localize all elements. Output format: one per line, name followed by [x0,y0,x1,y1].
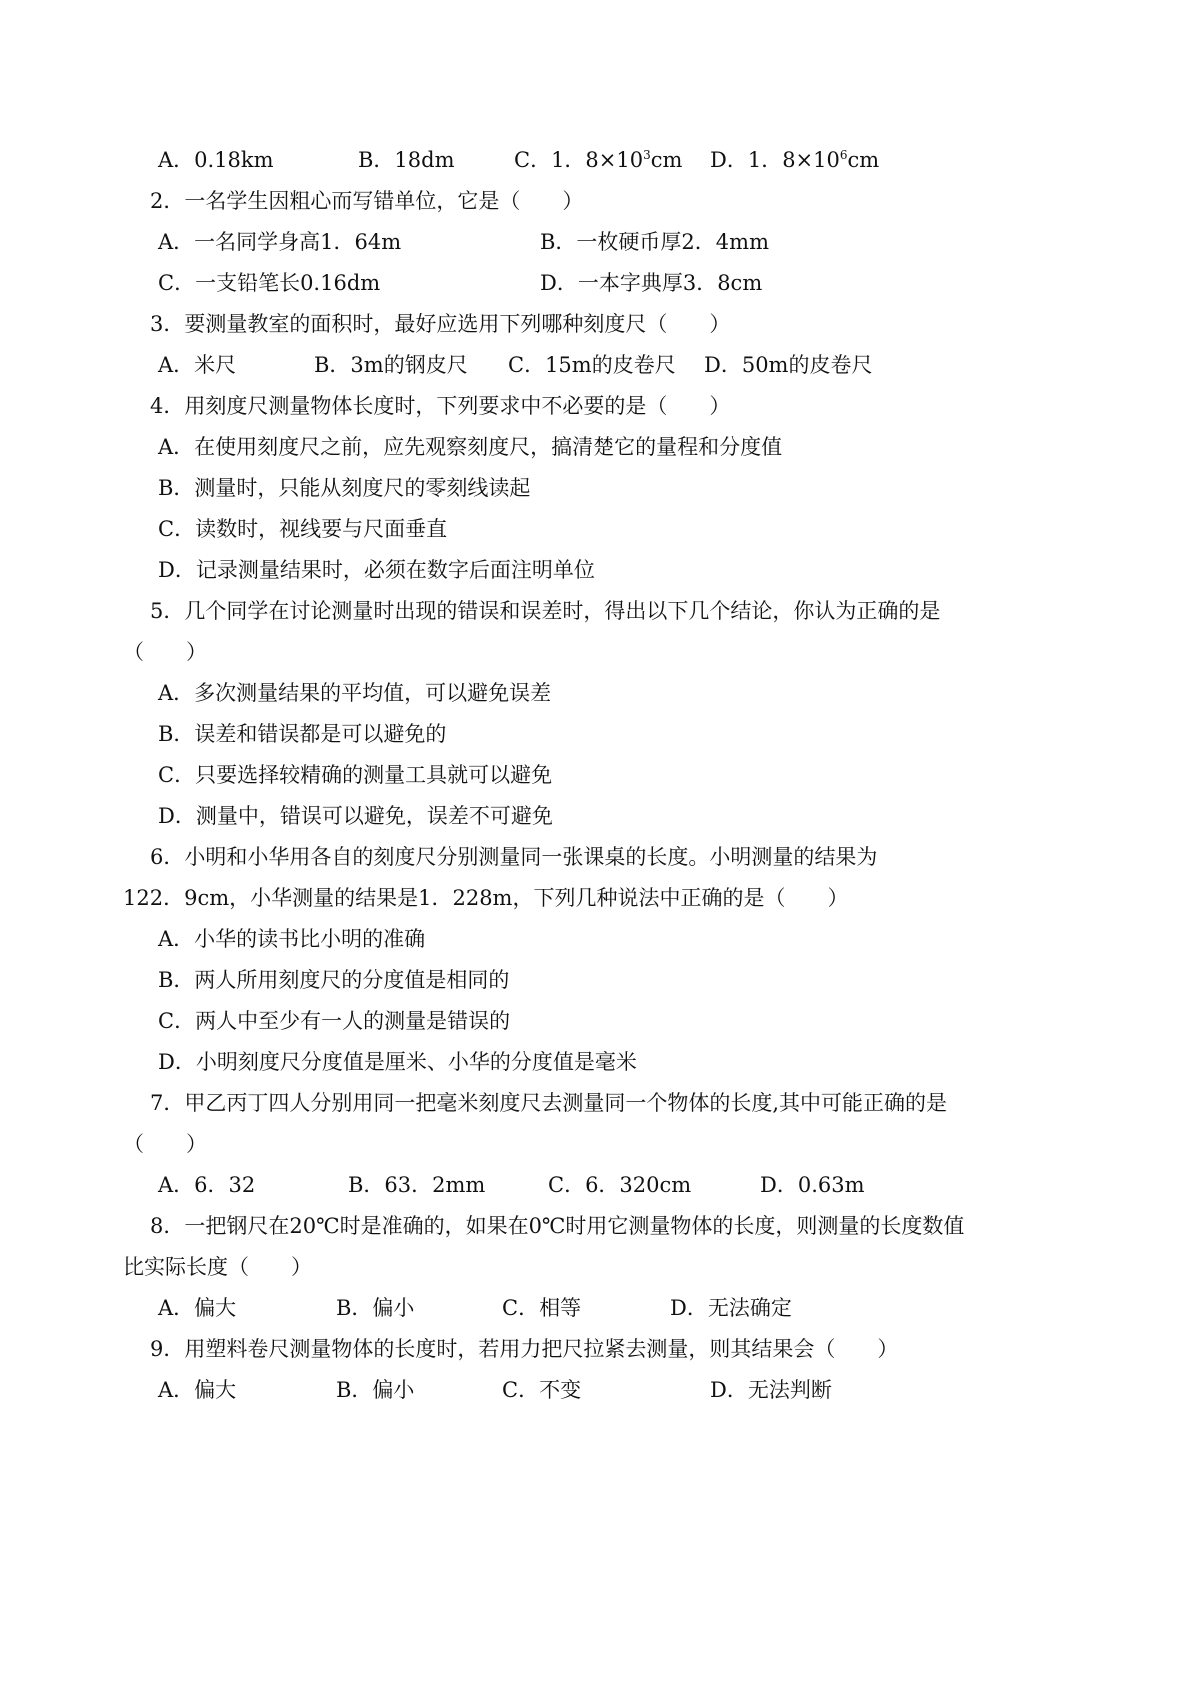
q6-option-c: C．两人中至少有一人的测量是错误的 [158,1009,511,1033]
q1-option-b: B．18dm [358,148,455,172]
q9-option-c: C．不变 [502,1378,582,1402]
q5-stem-line1: 5．几个同学在讨论测量时出现的错误和误差时，得出以下几个结论，你认为正确的是 [150,599,941,623]
q8-stem-line1: 8．一把钢尺在20℃时是准确的，如果在0℃时用它测量物体的长度，则测量的长度数值 [150,1214,965,1238]
q8-option-d: D．无法确定 [670,1296,792,1320]
q3-option-c: C．15m的皮卷尺 [508,353,676,377]
q7-option-b: B．63．2mm [348,1173,486,1197]
q1-option-d-base: D．1．8×10 [710,148,840,172]
q8-option-a: A．偏大 [158,1296,237,1320]
q3-option-a: A．米尺 [158,353,237,377]
q5-option-c: C．只要选择较精确的测量工具就可以避免 [158,763,553,787]
q1-option-d [710,145,879,175]
q1-option-a: A．0.18km [158,148,274,172]
q4-option-a: A．在使用刻度尺之前，应先观察刻度尺，搞清楚它的量程和分度值 [158,435,783,459]
q9-option-a: A．偏大 [158,1378,237,1402]
q5-option-d: D．测量中，错误可以避免，误差不可避免 [158,804,553,828]
q9-option-d: D．无法判断 [710,1378,832,1402]
q3-option-d: D．50m的皮卷尺 [704,353,873,377]
q6-stem-line1: 6．小明和小华用各自的刻度尺分别测量同一张课桌的长度。小明测量的结果为 [150,845,878,869]
q4-option-c: C．读数时，视线要与尺面垂直 [158,517,448,541]
q2-stem: 2．一名学生因粗心而写错单位，它是（ ） [150,189,584,213]
q6-stem-line2: 122．9cm，小华测量的结果是1．228m，下列几种说法中正确的是（ ） [123,886,849,910]
q1-option-c-exp: 3 [643,148,651,162]
q1-option-d-exp: 6 [839,148,848,162]
q6-option-d: D．小明刻度尺分度值是厘米、小华的分度值是毫米 [158,1050,637,1074]
q7-stem-line1: 7．甲乙丙丁四人分别用同一把毫米刻度尺去测量同一个物体的长度,其中可能正确的是 [150,1091,948,1115]
q4-option-d: D．记录测量结果时，必须在数字后面注明单位 [158,558,595,582]
q5-option-b: B．误差和错误都是可以避免的 [158,722,447,746]
q2-option-d: D．一本字典厚3．8cm [540,271,763,295]
q2-option-c: C．一支铅笔长0.16dm [158,271,381,295]
q2-option-a: A．一名同学身高1．64m [158,230,402,254]
q8-stem-line2: 比实际长度（ ） [123,1255,312,1279]
q9-option-b: B．偏小 [336,1378,415,1402]
q7-stem-line2: （ ） [123,1132,207,1156]
q4-stem: 4．用刻度尺测量物体长度时，下列要求中不必要的是（ ） [150,394,731,418]
q8-option-c: C．相等 [502,1296,582,1320]
q1-option-c-unit: cm [650,148,683,172]
q8-option-b: B．偏小 [336,1296,415,1320]
q7-option-a: A．6．32 [158,1173,256,1197]
q1-option-c-base: C．1．8×10 [514,148,644,172]
q6-option-a: A．小华的读书比小明的准确 [158,927,426,951]
q4-option-b: B．测量时，只能从刻度尺的零刻线读起 [158,476,531,500]
q6-option-b: B．两人所用刻度尺的分度值是相同的 [158,968,510,992]
q7-option-d: D．0.63m [760,1173,865,1197]
q1-option-d-unit: cm [847,148,880,172]
q5-option-a: A．多次测量结果的平均值，可以避免误差 [158,681,552,705]
q3-option-b: B．3m的钢皮尺 [314,353,468,377]
q2-option-b: B．一枚硬币厚2．4mm [540,230,769,254]
q7-option-c: C．6．320cm [548,1173,692,1197]
q1-option-c [514,145,682,175]
q9-stem: 9．用塑料卷尺测量物体的长度时，若用力把尺拉紧去测量，则其结果会（ ） [150,1337,899,1361]
q3-stem: 3．要测量教室的面积时，最好应选用下列哪种刻度尺（ ） [150,312,731,336]
q5-stem-line2: （ ） [123,640,207,664]
